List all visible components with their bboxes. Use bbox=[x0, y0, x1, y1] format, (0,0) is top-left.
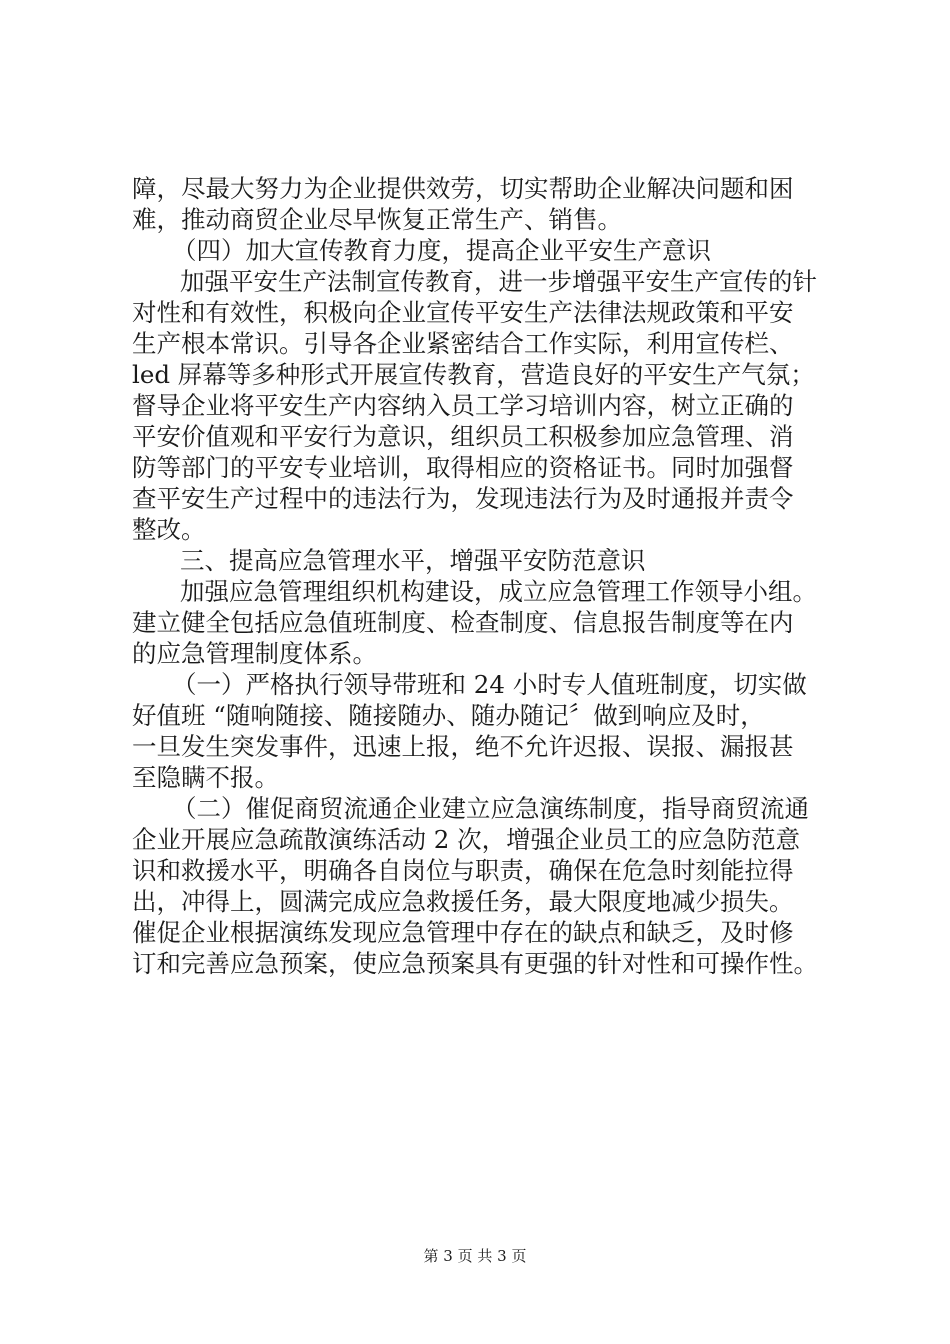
paragraph-line: 难，推动商贸企业尽早恢复正常生产、销售。 bbox=[132, 205, 622, 234]
paragraph-line: 建立健全包括应急值班制度、检查制度、信息报告制度等在内 bbox=[132, 608, 794, 637]
paragraph-line: 催促企业根据演练发现应急管理中存在的缺点和缺乏，及时修 bbox=[132, 918, 794, 947]
section-heading: （四）加大宣传教育力度，提高企业平安生产意识 bbox=[172, 236, 711, 265]
paragraph-line: （二）催促商贸流通企业建立应急演练制度，指导商贸流通 bbox=[172, 794, 809, 823]
paragraph-line: 障，尽最大努力为企业提供效劳，切实帮助企业解决问题和困 bbox=[132, 174, 794, 203]
paragraph-line: 出，冲得上，圆满完成应急救援任务，最大限度地减少损失。 bbox=[132, 887, 794, 916]
paragraph-line: 平安价值观和平安行为意识，组织员工积极参加应急管理、消 bbox=[132, 422, 794, 451]
paragraph-line: 加强平安生产法制宣传教育，进一步增强平安生产宣传的针 bbox=[180, 267, 817, 296]
paragraph-line: （一）严格执行领导带班和 24 小时专人值班制度，切实做 bbox=[172, 670, 807, 699]
paragraph-line: 订和完善应急预案，使应急预案具有更强的针对性和可操作性。 bbox=[132, 949, 818, 978]
paragraph-line: 好值班 “随响随接、随接随办、随办随记〞做到响应及时， bbox=[132, 701, 765, 730]
paragraph-line: 的应急管理制度体系。 bbox=[132, 639, 377, 668]
paragraph-line: 对性和有效性，积极向企业宣传平安生产法律法规政策和平安 bbox=[132, 298, 794, 327]
paragraph-line: 整改。 bbox=[132, 515, 206, 544]
page-number-footer: 第 3 页 共 3 页 bbox=[423, 1247, 527, 1265]
paragraph-line: 一旦发生突发事件，迅速上报，绝不允许迟报、误报、漏报甚 bbox=[132, 732, 794, 761]
paragraph-line: 识和救援水平，明确各自岗位与职责，确保在危急时刻能拉得 bbox=[132, 856, 794, 885]
paragraph-line: led 屏幕等多种形式开展宣传教育，营造良好的平安生产气氛； bbox=[132, 360, 815, 389]
paragraph-line: 查平安生产过程中的违法行为，发现违法行为及时通报并责令 bbox=[132, 484, 794, 513]
paragraph-line: 防等部门的平安专业培训，取得相应的资格证书。同时加强督 bbox=[132, 453, 794, 482]
paragraph-line: 生产根本常识。引导各企业紧密结合工作实际，利用宣传栏、 bbox=[132, 329, 794, 358]
paragraph-line: 加强应急管理组织机构建设，成立应急管理工作领导小组。 bbox=[180, 577, 817, 606]
paragraph-line: 企业开展应急疏散演练活动 2 次，增强企业员工的应急防范意 bbox=[132, 825, 801, 854]
section-heading: 三、提高应急管理水平，增强平安防范意识 bbox=[180, 546, 646, 575]
paragraph-line: 至隐瞒不报。 bbox=[132, 763, 279, 792]
paragraph-line: 督导企业将平安生产内容纳入员工学习培训内容，树立正确的 bbox=[132, 391, 794, 420]
